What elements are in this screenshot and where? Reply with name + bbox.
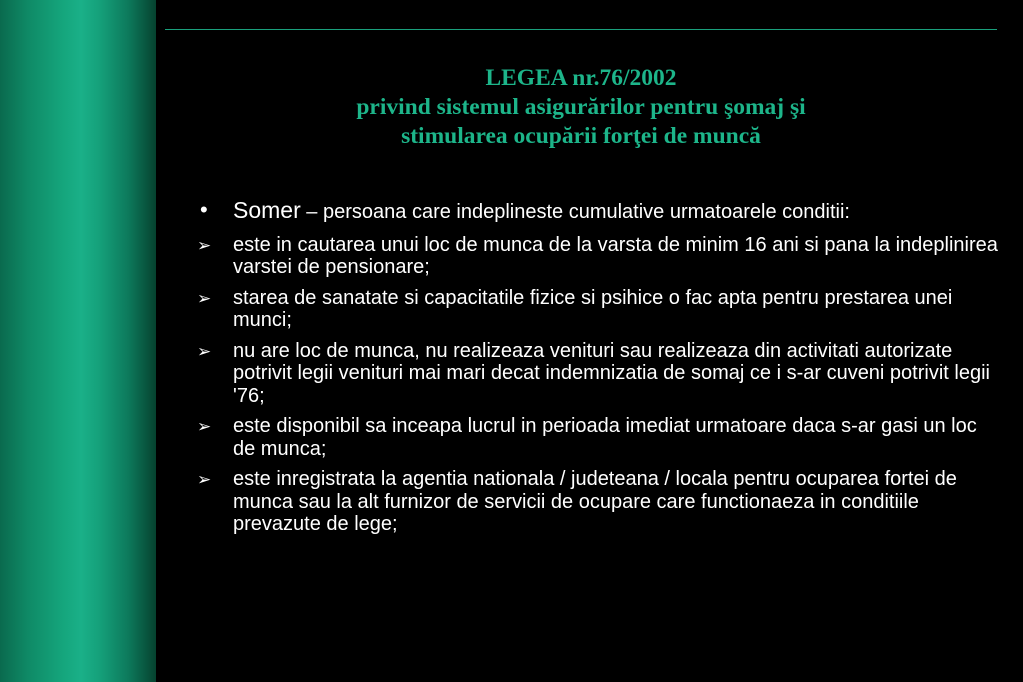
title-line-1: LEGEA nr.76/2002	[485, 65, 677, 91]
title-line-3: stimularea ocupării forţei de muncă	[401, 123, 761, 149]
condition-item	[196, 468, 1001, 536]
decorative-side-band	[0, 0, 156, 682]
arrowhead-bullet-icon: ➢	[197, 417, 212, 437]
definition-text: – persoana care indeplineste cumulative urmatoarele conditii:	[300, 201, 850, 223]
conditions-list	[196, 234, 1001, 536]
condition-text: starea de sanatate si capacitatile fizice si psihice o fac apta pentru prestarea unei munci;	[233, 286, 953, 331]
condition-text: este in cautarea unui loc de munca de la varsta de minim 16 ani si pana la indeplinirea varstei de pensionare;	[233, 233, 998, 278]
condition-item	[196, 415, 1001, 460]
definition-term: Somer	[233, 197, 301, 223]
title-line-2: privind sistemul asigurărilor pentru şomaj şi	[356, 94, 806, 120]
condition-text: este disponibil sa inceapa lucrul in perioada imediat urmatoare daca s-ar gasi un loc de munca;	[233, 415, 977, 460]
arrowhead-bullet-icon: ➢	[197, 470, 212, 490]
condition-item	[196, 287, 1001, 332]
arrowhead-bullet-icon: ➢	[197, 235, 212, 256]
bullet-dot-icon: •	[200, 197, 208, 222]
condition-item	[196, 234, 1001, 279]
condition-text: nu are loc de munca, nu realizeaza venituri sau realizeaza din activitati autorizate potrivit legii venituri mai mari decat indemnizatia de somaj ce i s-ar cuveni potrivit legii '76;	[233, 339, 990, 407]
definition-item	[196, 199, 1001, 224]
slide-title	[165, 64, 997, 151]
condition-text: este inregistrata la agentia nationala / judeteana / locala pentru ocuparea fortei de munca sau la alt furnizor de servicii de ocupare care functionaeza in conditiile prevazute de lege;	[233, 468, 957, 535]
arrowhead-bullet-icon: ➢	[197, 341, 212, 362]
slide-body	[196, 199, 1001, 544]
arrowhead-bullet-icon: ➢	[197, 288, 212, 309]
condition-item	[196, 340, 1001, 408]
title-divider-line	[165, 29, 997, 30]
